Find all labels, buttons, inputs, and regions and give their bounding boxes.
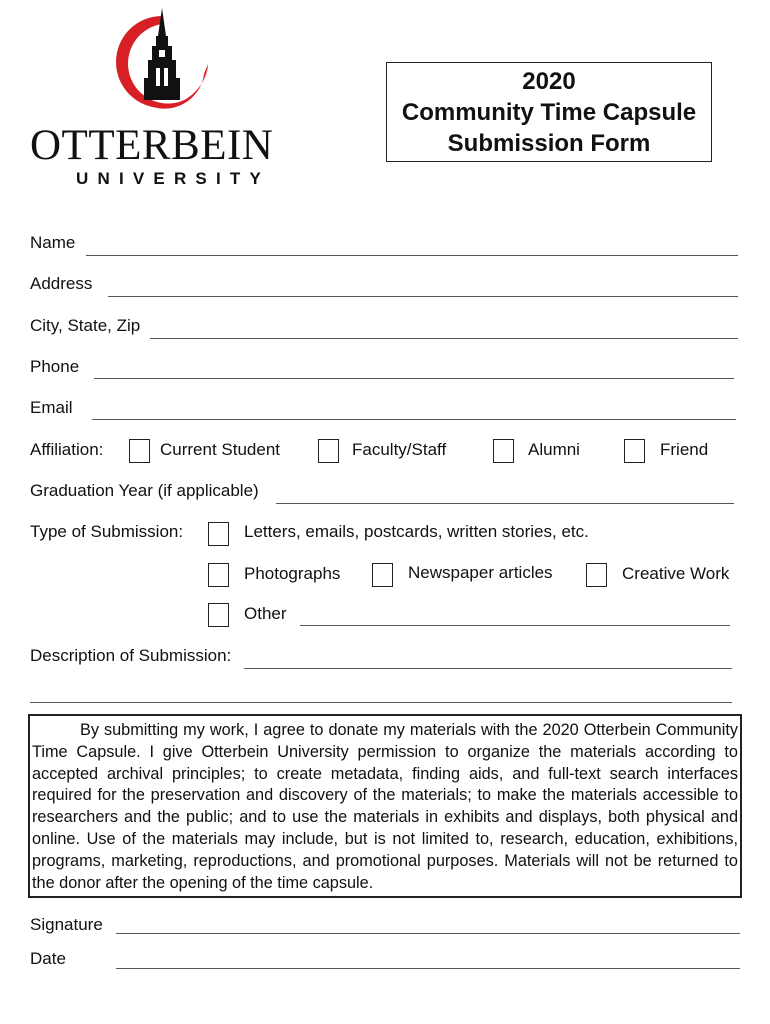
otterbein-logo-icon — [112, 8, 212, 118]
address-label: Address — [30, 274, 93, 293]
form-title-year: 2020 — [522, 67, 576, 95]
description-label: Description of Submission: — [30, 646, 232, 665]
affiliation-checkbox-faculty-staff[interactable] — [318, 439, 339, 463]
email-label: Email — [30, 398, 73, 417]
form-title-line2: Submission Form — [447, 129, 651, 157]
email-field[interactable] — [92, 419, 736, 420]
graduation-year-label: Graduation Year (if applicable) — [30, 481, 259, 500]
city-label: City, State, Zip — [30, 316, 141, 335]
city-field[interactable] — [150, 338, 738, 339]
affiliation-option-faculty-staff: Faculty/Staff — [352, 440, 447, 459]
consent-text: By submitting my work, I agree to donate my materials with the 2020 Otterbein Community Time Capsule. I give Otterbein University permission to organize the materials according to accepted archival principles; to create metadata, finding aids, and full-text search interfaces required for the preservation and discovery of the materials; to make the materials accessible to researchers and the public; and to use the materials in exhibits and displays, both physical and online. Use of the materials may include, but is not limited to, research, education, exhibitions, programs, marketing, reproductions, and promotional purposes. Materials will not be returned to the donor after the opening of the time capsule. — [32, 721, 738, 892]
affiliation-label: Affiliation: — [30, 440, 104, 459]
address-field[interactable] — [108, 296, 738, 297]
form-title-line1: Community Time Capsule — [401, 98, 697, 126]
affiliation-checkbox-friend[interactable] — [624, 439, 645, 463]
submission-other-field[interactable] — [300, 625, 730, 626]
submission-option-other: Other — [244, 604, 287, 623]
submission-option-letters: Letters, emails, postcards, written stories, etc. — [244, 522, 589, 541]
affiliation-option-current-student: Current Student — [160, 440, 281, 459]
submission-checkbox-photographs[interactable] — [208, 563, 229, 587]
affiliation-checkbox-current-student[interactable] — [129, 439, 150, 463]
name-label: Name — [30, 233, 76, 252]
logo-subtitle: UNIVERSITY — [76, 169, 271, 188]
date-field[interactable] — [116, 968, 740, 969]
description-field-line-1[interactable] — [244, 668, 732, 669]
submission-option-newspaper: Newspaper articles — [408, 563, 553, 582]
consent-statement — [28, 714, 742, 898]
submission-option-photographs: Photographs — [244, 564, 341, 583]
signature-field[interactable] — [116, 933, 740, 934]
submission-type-label: Type of Submission: — [30, 522, 184, 541]
graduation-year-field[interactable] — [276, 503, 734, 504]
phone-label: Phone — [30, 357, 80, 376]
logo-wordmark: OTTERBEIN — [30, 122, 274, 169]
description-field-line-2[interactable] — [30, 702, 732, 703]
phone-field[interactable] — [94, 378, 734, 379]
signature-label: Signature — [30, 915, 103, 934]
form-title-box — [386, 62, 712, 162]
affiliation-checkbox-alumni[interactable] — [493, 439, 514, 463]
submission-checkbox-letters[interactable] — [208, 522, 229, 546]
submission-option-creative-work: Creative Work — [622, 564, 730, 583]
name-field[interactable] — [86, 255, 738, 256]
submission-checkbox-creative-work[interactable] — [586, 563, 607, 587]
affiliation-option-alumni: Alumni — [528, 440, 580, 459]
submission-checkbox-newspaper[interactable] — [372, 563, 393, 587]
submission-checkbox-other[interactable] — [208, 603, 229, 627]
affiliation-option-friend: Friend — [660, 440, 709, 459]
date-label: Date — [30, 949, 66, 968]
